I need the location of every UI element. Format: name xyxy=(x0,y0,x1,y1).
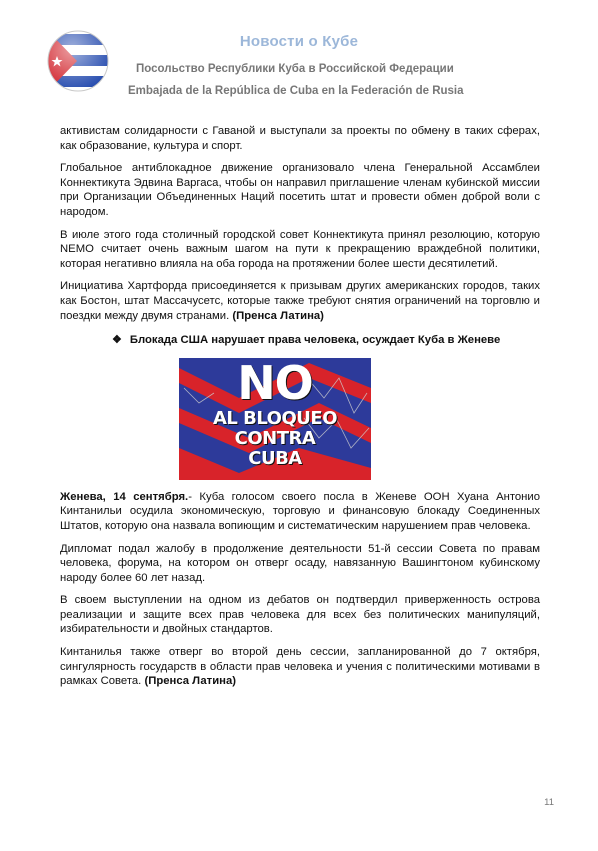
banner-text-line1: AL BLOQUEO xyxy=(212,407,338,429)
banner-wrap xyxy=(179,358,540,480)
no-al-bloqueo-banner-image xyxy=(179,358,371,480)
article1-paragraph-4 xyxy=(60,279,540,323)
header-subtitle-ru: Посольство Республики Куба в Российской Федерации xyxy=(136,63,454,75)
page-number: 11 xyxy=(544,797,554,808)
article2-paragraph-2: Дипломат подал жалобу в продолжение деятельности 51-й сессии Совета по правам человека, форума, на котором он отверг осаду, навязанную Вашингтоном кубинскому народу более 60 лет назад. xyxy=(60,542,540,584)
article2-source: (Пренса Латина) xyxy=(144,675,237,688)
article2-paragraph-1 xyxy=(60,490,540,534)
article2-headline: Блокада США нарушает права человека, осуждает Куба в Женеве xyxy=(129,334,501,347)
article1-p4-text: Инициатива Хартфорда присоединяется к призывам других американских городов, таких как Бостон, штат Массачусетс, которые также требуют снятия ограничений на торговлю и поездки между двумя странами. xyxy=(60,280,540,322)
header-subtitle-es: Embajada de la República de Cuba en la Federación de Rusia xyxy=(128,85,464,97)
article2-paragraph-4 xyxy=(60,645,540,689)
article1-paragraph-3: В июле этого года столичный городской совет Коннектикута принял резолюцию, которую NEMO считает очень важным шагом на пути к прекращению враждебной политики, которая негативно влияла на оба города на протяжении более шести десятилетий. xyxy=(60,228,540,270)
article1-paragraph-1: активистам солидарности с Гаваной и выступали за проекты по обмену в таких сферах, как образование, культура и спорт. xyxy=(60,125,540,152)
article2-p1-text: - Куба голосом своего посла в Женеве ООН Хуана Антонио Кинтанильи осудила экономическую, торговую и финансовую блокаду Соединенных Штатов, которую она назвала вопиющим и систематическим нарушением прав человека. xyxy=(60,490,541,532)
banner-text-line3: CUBA xyxy=(248,447,302,469)
header-title: Новости о Кубе xyxy=(239,33,359,50)
page-content xyxy=(60,124,540,697)
banner-text-no: NO xyxy=(237,357,313,410)
article2-headline-row xyxy=(112,333,540,348)
banner-text-line2: CONTRA xyxy=(234,427,316,449)
diamond-bullet-icon: ❖ xyxy=(112,334,122,347)
article1-source: (Пренса Латина) xyxy=(232,309,324,322)
page-header xyxy=(0,0,598,110)
article2-p4-text: Кинтанилья также отверг во второй день сессии, запланированной до 7 октября, сингулярность государств в области прав человека и учения с политическими мотивами в рамках Совета. xyxy=(60,646,540,688)
article2-dateline: Женева, 14 сентября. xyxy=(60,490,189,503)
article2-paragraph-3: В своем выступлении на одном из дебатов он подтвердил приверженность острова реализации и защите всех прав человека для всех без политических манипуляций, избирательности и двойных стандартов. xyxy=(60,594,540,636)
article1-paragraph-2: Глобальное антиблокадное движение организовало члена Генеральной Ассамблеи Коннектикута Эдвина Варгаса, чтобы он направил приглашение членам кубинской миссии при Организации Объединенных Наций посетить штат и провести обмен доброй воли с народом. xyxy=(60,162,540,218)
